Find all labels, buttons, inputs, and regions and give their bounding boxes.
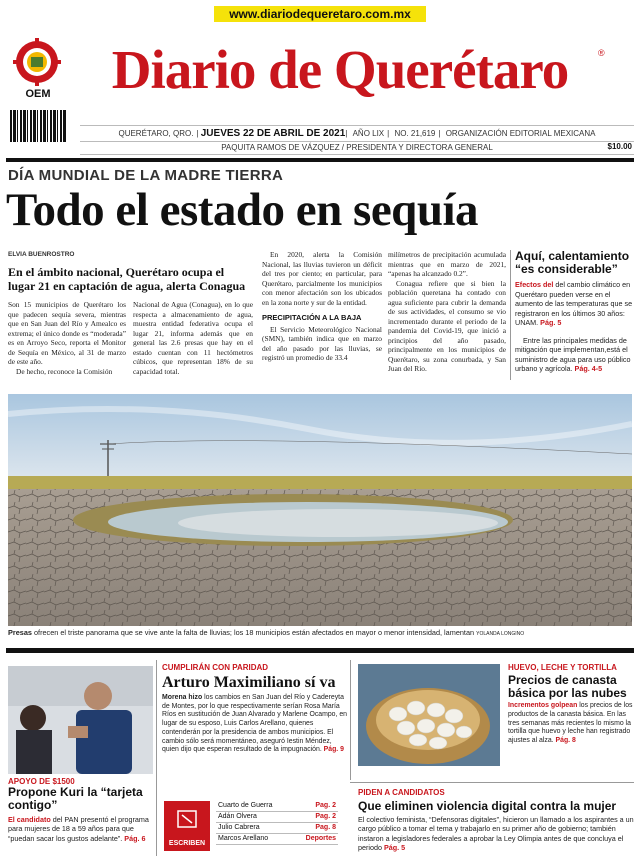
columnist-page: Deportes [305,835,336,842]
caption-lead: Presas [8,628,32,637]
canasta-kicker: HUEVO, LECHE Y TORTILLA [508,663,617,672]
barcode [10,110,66,142]
arturo-kicker: CUMPLIRÁN CON PARIDAD [162,663,269,672]
kuri-body: del PAN presentó el programa para mujeres de 18 a 59 años para que “puedan sacar los gustos adelante”. [8,815,149,843]
pen-icon [164,801,210,835]
article-column-2: Nacional de Agua (Conagua), en lo que respecta a almacenamiento de agua, muestra entidad federativa ocupa el lugar 21, informa además que en general las 2.6 presas que hay en el estado cuentan con 11 hectómetros cúbicos, que representan 18% de su capacidad total. [133,300,253,376]
edition-year: AÑO LIX [352,129,385,138]
side-text: del cambio climático en Querétaro pueden verse en el aumento de las temperaturas que se registraron en los últimos 30 años: UNAM. [515,280,633,327]
oem-logo [12,38,62,102]
article-paragraph: Conagua refiere que si bien la población queretana ha contado con agua suficiente para cubrir la demanda de sus actividades, el consumo se vio incrementado durante el periodo de la pandemia del Covid-19, que inició a principios del año pasado, principalmente en los municipios de Querétaro, su zona conurbada, y San Juan del Río. [388,278,506,373]
divider [6,648,634,653]
byline: ELVIA BUENROSTRO [8,251,75,258]
side-story-title[interactable]: Aquí, calentamiento “es considerable” [515,249,630,276]
eggs-image [358,664,500,766]
article-column-3 [262,250,382,363]
main-kicker: DÍA MUNDIAL DE LA MADRE TIERRA [8,167,284,184]
edition-city: QUERÉTARO, QRO. [118,129,194,138]
columnists-list [216,801,338,845]
escriben-label: ESCRIBEN [168,840,206,847]
columnist-item[interactable] [216,801,338,812]
caption-text: ofrecen el triste panorama que se vive ante la falta de lluvias; los 18 municipios están afectados en mayor o menor intensidad, lamentan [33,628,475,637]
kuri-title[interactable]: Propone Kuri la “tarjeta contigo” [8,785,143,812]
violencia-title[interactable]: Que eliminen violencia digital contra la mujer [358,799,617,813]
violencia-page-link[interactable]: Pág. 5 [383,843,406,853]
kuri-photo[interactable] [8,666,153,774]
columnist-page: Pag. 2 [315,802,336,809]
side-text-2: Entre las principales medidas de mitigación que implementan,está el suministro de agua para uso público urbano y agrícola. [515,335,631,373]
article-paragraph: Son 15 municipios de Querétaro los que padecen sequía severa, mientras que en San Juan del Río y Amealco es extrema; el único donde es “moderada” es en Arroyo Seco, reporta el Monitor de Sequía en México, al 31 de marzo de este año. [8,300,126,366]
arturo-text [162,694,347,755]
registered-mark: ® [598,48,605,58]
divider [6,158,634,162]
eggs-photo[interactable] [358,664,500,766]
price: $10.00 [607,142,632,151]
main-subhead: En el ámbito nacional, Querétaro ocupa el lugar 21 en captación de agua, alerta Conagua [8,265,246,293]
arturo-title[interactable]: Arturo Maximiliano sí va [162,674,336,691]
side-page-link[interactable]: Pág. 5 [540,318,562,327]
kuri-lead: El candidato [8,815,51,824]
article-column-1 [8,300,126,376]
canasta-title[interactable]: Precios de canasta básica por las nubes [508,673,627,700]
edition-org: ORGANIZACIÓN EDITORIAL MEXICANA [445,129,596,138]
reservoir-image [8,394,632,626]
masthead-title[interactable]: Diario de Querétaro [111,39,569,100]
columnist-name: Julio Cabrera [218,824,260,831]
kuri-text [8,815,153,843]
escriben-box [164,801,210,851]
columnist-item[interactable] [216,812,338,823]
canasta-lead: Incrementos golpean [508,702,578,709]
kuri-page-link[interactable]: Pág. 6 [124,833,146,843]
article-paragraph: En 2020, alerta la Comisión Nacional, las lluvias tuvieron un déficit del tres por ciento; en particular, para Querétaro, parcialmente los municipios con menor afectación son los ubicados en la zona norte y sur de la entidad. [262,250,382,307]
website-url[interactable]: www.diariodequeretaro.com.mx [214,6,426,22]
arturo-body: los cambios en San Juan del Río y Cadereyta de Montes, por lo que respectivamente serían Rosa María Ríos en sustitución de Juan Alvarado y Marlene Ocampo, en lugar de su esposo, Luis Carlos Arellano, quienes contenderán por la presidencia de ambos municipios. El cambio sólo será momentáneo, aseguró Iestin Méndez, quien dijo que esperan resultado de la impugnación. [162,694,348,754]
article-column-4 [388,250,506,374]
columnist-item[interactable] [216,834,338,845]
arturo-lead: Morena hizo [162,694,203,701]
side-lead: Efectos del [515,280,554,289]
edition-info: QUERÉTARO, QRO. | JUEVES 22 DE ABRIL DE 2021| AÑO LIX | NO. 21,619 | ORGANIZACIÓN EDITORIAL MEXICANA [80,125,634,142]
canasta-page-link[interactable]: Pág. 8 [555,737,576,745]
violencia-kicker: PIDEN A CANDIDATOS [358,788,445,797]
violencia-text [358,815,636,853]
side-page-link-2[interactable]: Pág. 4-5 [574,364,603,373]
columnist-name: Marcos Arellano [218,835,269,842]
photo-caption [8,628,632,637]
columnist-item[interactable] [216,823,338,834]
side-story-text [515,280,635,374]
column-separator [156,660,157,856]
columnist-page: Pag. 2 [315,813,336,820]
columnist-page: Pag. 8 [315,824,336,831]
people-image [8,666,153,774]
article-paragraph: El Servicio Meteorológico Nacional (SMN), también indica que en marzo del año pasado por las lluvias, se registró un promedio de 33.4 [262,324,382,362]
photo-credit: YOLANDA LONGINO [476,631,525,637]
publisher-line: PAQUITA RAMOS DE VÁZQUEZ / PRESIDENTA Y DIRECTORA GENERAL [80,141,634,155]
kuri-kicker: APOYO DE $1500 [8,777,75,786]
canasta-body: los precios de los productos de la canasta básica. En las tres semanas más recientes lo mismo la tortilla que huevo y leche han registrado ajustes al alza. [508,702,633,745]
arturo-page-link[interactable]: Pág. 9 [323,746,344,754]
article-paragraph: milímetros de precipitación acumulada mientras que en marzo de 2021, “apenas ha alcanzado 0.2”. [388,250,506,278]
oem-logo-text: OEM [25,88,51,100]
column-separator [350,660,351,780]
divider [350,782,634,783]
edition-date: JUEVES 22 DE ABRIL DE 2021 [200,128,346,139]
article-paragraph: De hecho, reconoce la Comisión [16,366,113,376]
main-headline[interactable]: Todo el estado en sequía [6,184,479,236]
subheading: PRECIPITACIÓN A LA BAJA [262,313,362,322]
violencia-body: El colectivo feminista, “Defensoras digitales”, hicieron un llamado a los aspirantes a un cargo público a tomar el tema y trabajarlo en su primer año de gobierno; también instaron a legisladores federales a aprobar la Ley Olimpia antes de que concluya el periodo [358,815,634,853]
edition-number: NO. 21,619 [394,129,436,138]
canasta-text [508,702,636,746]
column-separator [510,250,511,380]
columnist-name: Adán Olvera [218,813,257,820]
columnist-name: Cuarto de Guerra [218,802,273,809]
dry-reservoir-photo[interactable] [8,394,632,626]
